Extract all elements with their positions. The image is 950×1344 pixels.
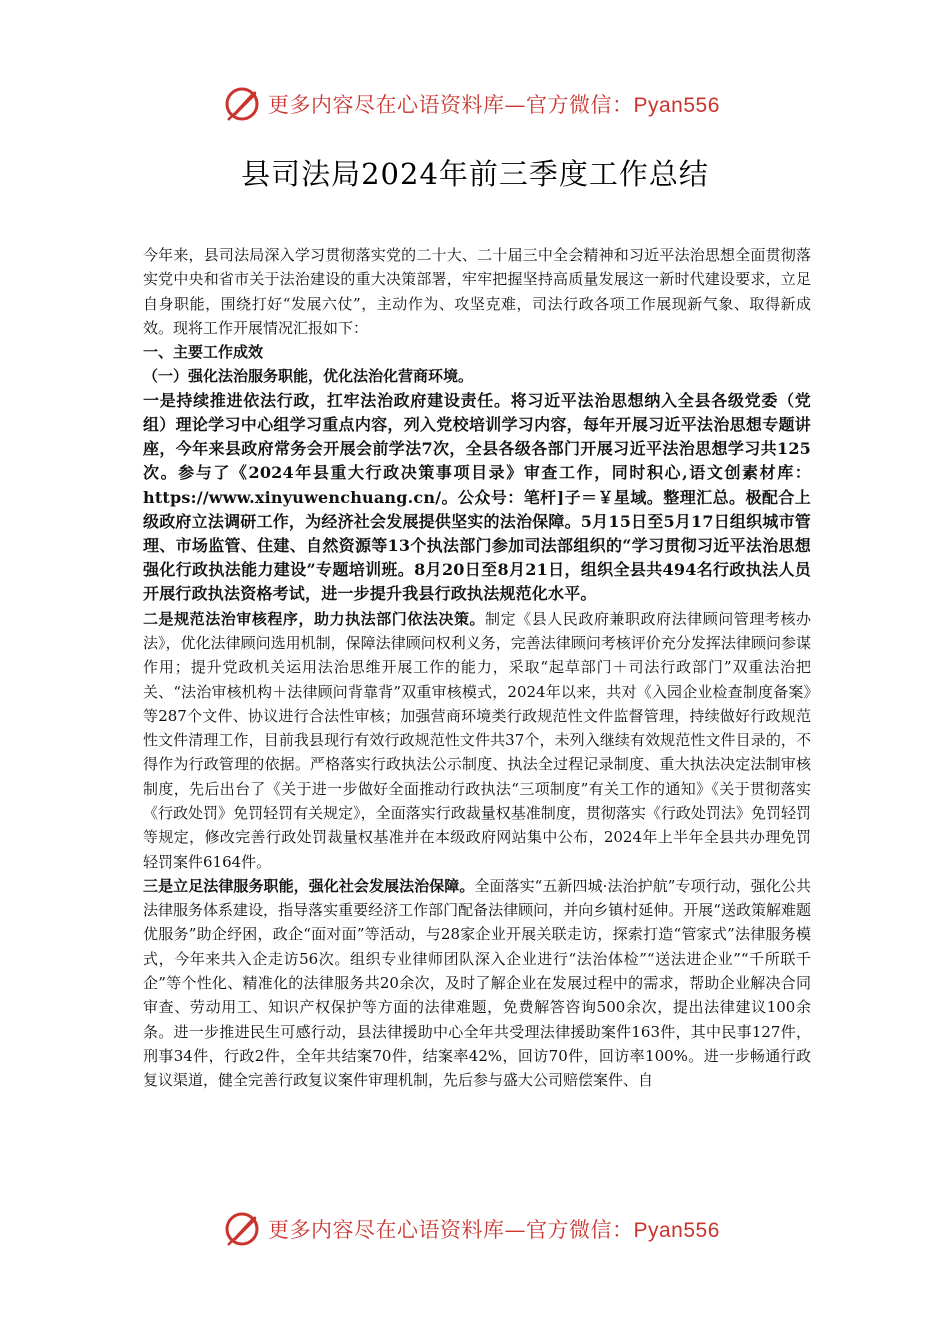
banner-text: 更多内容尽在心语资料库—官方微信：Pyan556 <box>268 1218 720 1242</box>
wechat-id: Pyan556 <box>633 1219 720 1242</box>
feather-pen-logo-icon <box>222 1209 262 1249</box>
document-body <box>143 243 811 1093</box>
point-two-paragraph <box>143 607 811 874</box>
intro-paragraph: 今年来，县司法局深入学习贯彻落实党的二十大、二十届三中全会精神和习近平法治思想全面贯彻落实党中央和省市关于法治建设的重大决策部署，牢牢把握坚持高质量发展这一新时代建设要求，立足自身职能，围绕打好“发展六仗”，主动作为、攻坚克难，司法行政各项工作展现新气象、取得新成效。现将工作开展情况汇报如下： <box>143 246 811 337</box>
document-title: 县司法局2024年前三季度工作总结 <box>241 157 709 191</box>
point-one-paragraph: 一是持续推进依法行政，扛牢法治政府建设责任。将习近平法治思想纳入全县各级党委（党组）理论学习中心组学习重点内容，列入党校培训学习内容，每年开展习近平法治思想专题讲座，今年来县政府常务会开展会前学法7次，全县各级各部门开展习近平法治思想学习共125次。参与了《2024年县重大行政决策事项目录》审查工作，同时积心,语文创素材库：https://www.xinyuwenchuang.cn/。公众号：笔杆]子＝￥星域。整理汇总。极配合上级政府立法调研工作，为经济社会发展提供坚实的法治保障。5月15日至5月17日组织城市管理、市场监管、住建、自然资源等13个执法部门参加司法部组织的“学习贯彻习近平法治思想 强化行政执法能力建设”专题培训班。8月20日至8月21日，组织全县共494名行政执法人员开展行政执法资格考试，进一步提升我县行政执法规范化水平。 <box>143 390 811 604</box>
feather-pen-logo-icon <box>222 84 262 124</box>
header-banner[interactable] <box>222 82 720 126</box>
point-three-paragraph <box>143 874 811 1093</box>
footer-banner[interactable] <box>222 1207 720 1251</box>
point-three-body: 全面落实“五新四城·法治护航”专项行动，强化公共法律服务体系建设，指导落实重要经济工作部门配备法律顾问，并向乡镇村延伸。开展“送政策解难题优服务”助企纾困，政企“面对面”等活动，与28家企业开展关联走访，探索打造“管家式”法律服务模式，今年来共入企走访56次。组织专业律师团队深入企业进行“法治体检”“送法进企业”“千所联千企”等个性化、精准化的法律服务共20余次，及时了解企业在发展过程中的需求，帮助企业解决合同审查、劳动用工、知识产权保护等方面的法律难题，免费解答咨询500余次，提出法律建议100余条。进一步推进民生可感行动，县法律援助中心全年共受理法律援助案件163件，其中民事127件，刑事34件，行政2件，全年共结案70件，结案率42%，回访70件，回访率100%。进一步畅通行政复议渠道，健全完善行政复议案件审理机制，先后参与盛大公司赔偿案件、自 <box>143 876 811 1090</box>
point-two-lead: 二是规范法治审核程序，助力执法部门依法决策。 <box>143 609 486 628</box>
subsection-heading: （一）强化法治服务职能，优化法治化营商环境。 <box>143 367 474 386</box>
wechat-id: Pyan556 <box>633 94 720 117</box>
point-two-body: 制定《县人民政府兼职政府法律顾问管理考核办法》，优化法律顾问选用机制，保障法律顾问权利义务，完善法律顾问考核评价充分发挥法律顾问参谋作用；提升党政机关运用法治思维开展工作的能力，采取“起草部门＋司法行政部门”双重法治把关、“法治审核机构＋法律顾问背靠背”双重审核模式，2024年以来，共对《入园企业检查制度备案》等287个文件、协议进行合法性审核；加强营商环境类行政规范性文件监督管理，持续做好行政规范性文件清理工作，目前我县现行有效行政规范性文件共37个，未列入继续有效规范性文件目录的，不得作为行政管理的依据。严格落实行政执法公示制度、执法全过程记录制度、重大执法决定法制审核制度，先后出台了《关于进一步做好全面推动行政执法“三项制度”有关工作的通知》《关于贯彻落实《行政处罚》免罚轻罚有关规定》，全面落实行政裁量权基准制度，贯彻落实《行政处罚法》免罚轻罚等规定，修改完善行政处罚裁量权基准并在本级政府网站集中公布，2024年上半年全县共办理免罚轻罚案件6164件。 <box>143 609 811 871</box>
point-three-lead: 三是立足法律服务职能，强化社会发展法治保障。 <box>143 876 475 895</box>
section-heading: 一、主要工作成效 <box>143 343 264 362</box>
banner-text: 更多内容尽在心语资料库—官方微信：Pyan556 <box>268 93 720 117</box>
